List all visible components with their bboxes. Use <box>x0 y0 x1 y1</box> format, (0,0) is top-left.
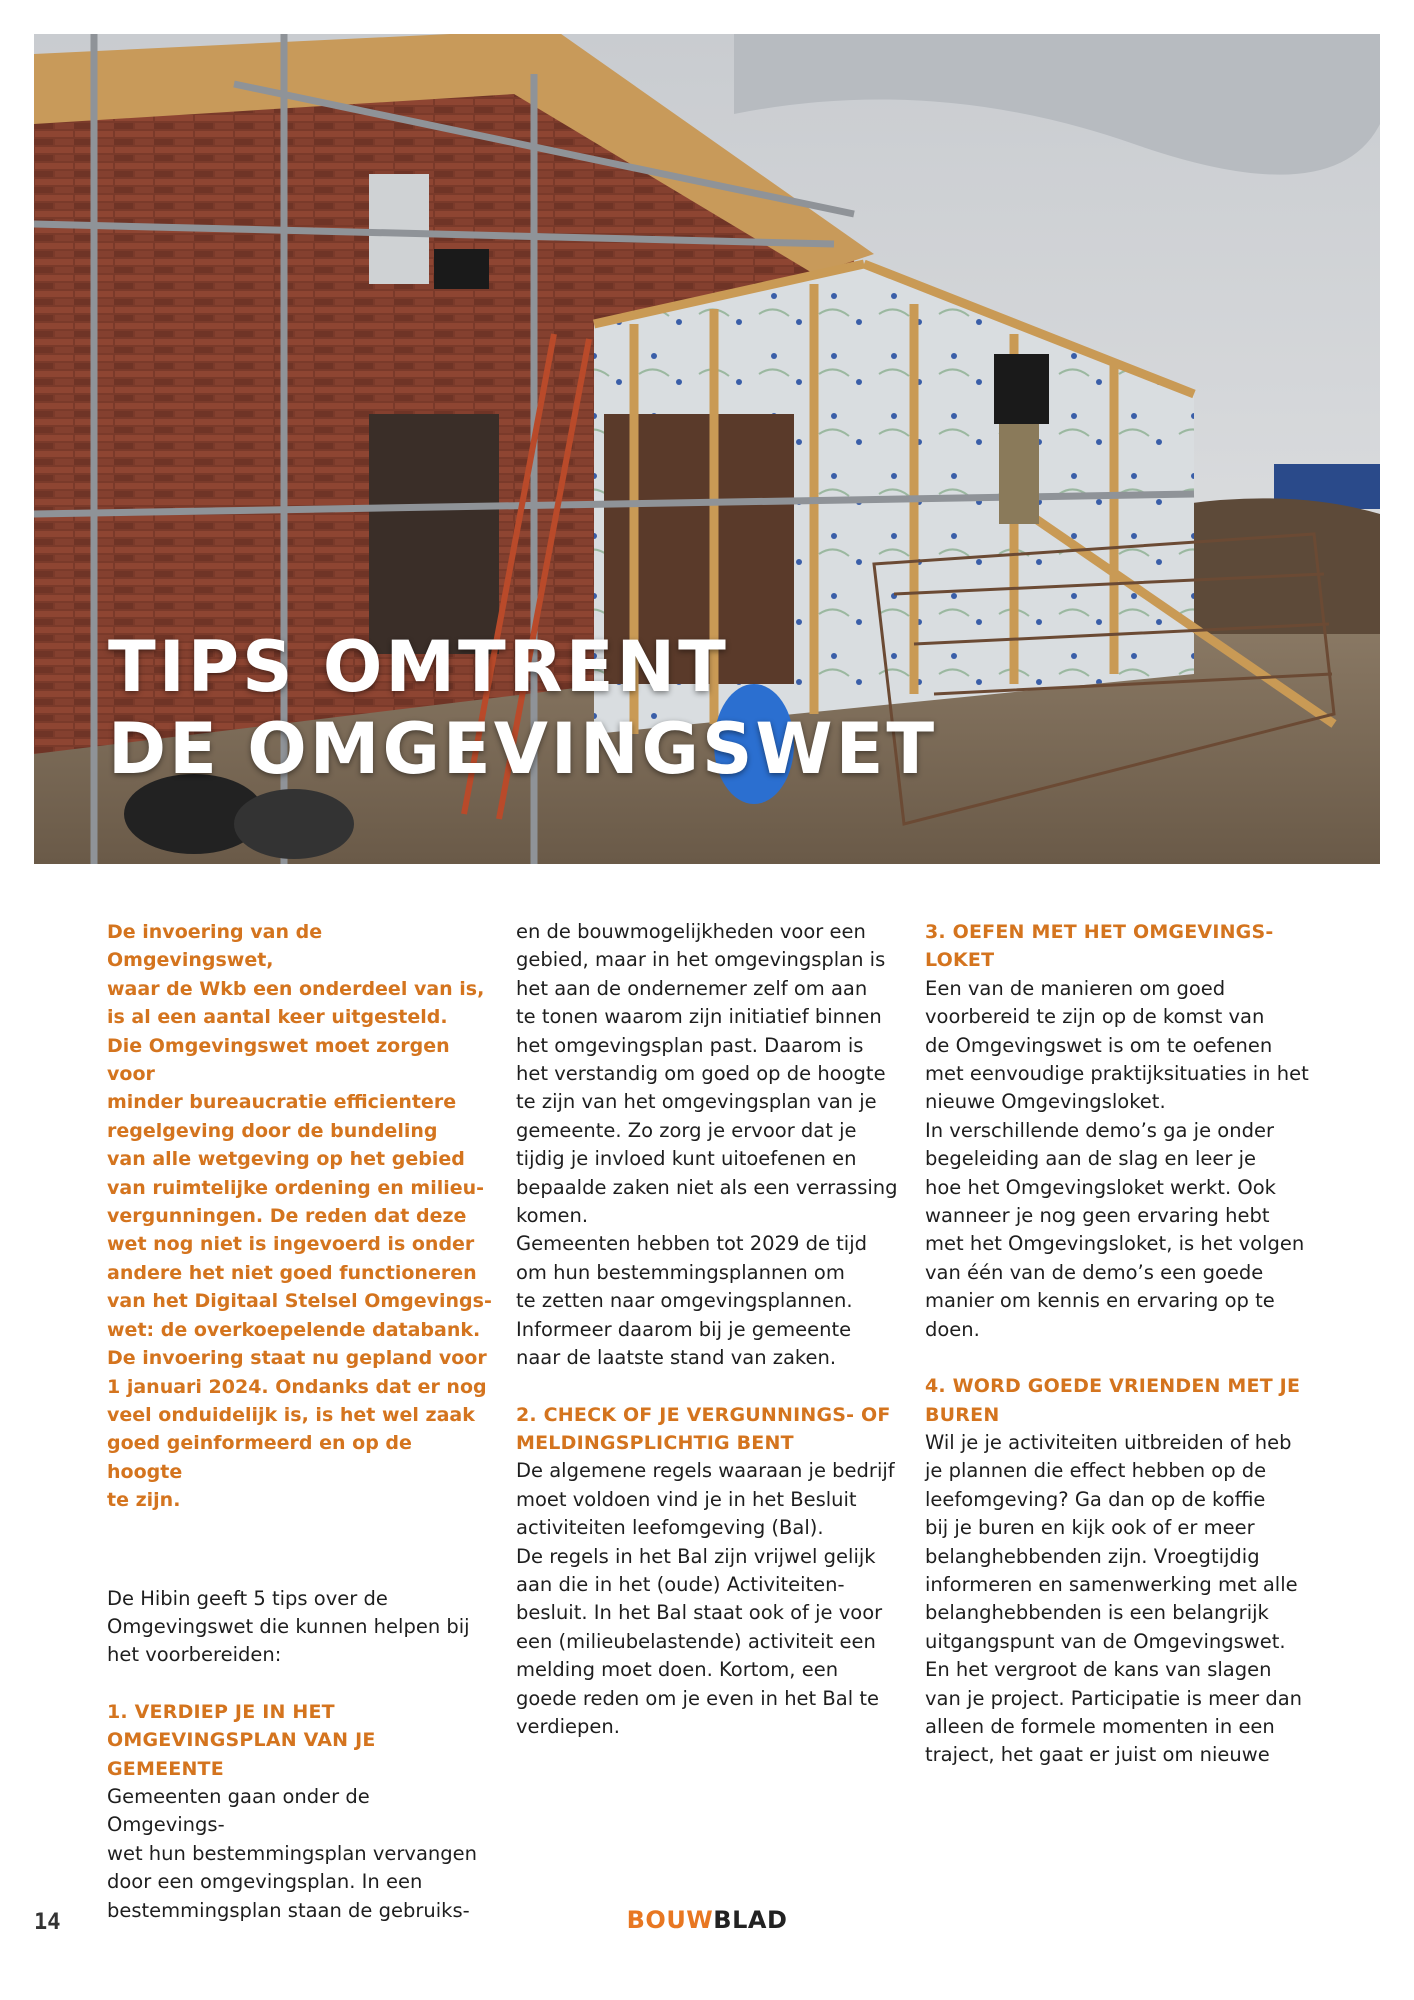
tip-2-body <box>516 1457 901 1741</box>
tips-intro-paragraph <box>107 1585 492 1670</box>
tip-2-line: aan die in het (oude) Activiteiten- <box>516 1572 845 1596</box>
tip-4-line: Wil je je activiteiten uitbreiden of heb <box>925 1430 1292 1454</box>
tip-3-line: manier om kennis en ervaring op te <box>925 1289 1275 1313</box>
tip-3-line: In verschillende demo’s ga je onder <box>925 1118 1274 1142</box>
tip-3-line: nieuwe Omgevingsloket. <box>925 1090 1166 1114</box>
title-line-2: DE OMGEVINGSWET <box>108 708 938 790</box>
intro-line: De invoering van de Omgevingswet, <box>107 921 323 972</box>
tip-1-line: door een omgevingsplan. In een <box>107 1870 423 1894</box>
tip-4-line: belanghebbenden zijn. Vroegtijdig <box>925 1544 1260 1568</box>
tip-2-heading-line: MELDINGSPLICHTIG BENT <box>516 1431 794 1454</box>
tip-3-heading <box>925 918 1310 975</box>
intro-line: van het Digitaal Stelsel Omgevings- <box>107 1290 492 1313</box>
tip-2-line: De algemene regels waaraan je bedrijf <box>516 1459 895 1483</box>
tip-3-line: doen. <box>925 1317 980 1341</box>
tip-1-heading <box>107 1698 492 1783</box>
tip-2-heading-line: 2. CHECK OF JE VERGUNNINGS- OF <box>516 1403 891 1426</box>
hero-photo <box>34 34 1380 864</box>
tip-1-line: en de bouwmogelijkheden voor een <box>516 920 866 943</box>
intro-line: vergunningen. De reden dat deze <box>107 1205 467 1228</box>
tip-3-line: van één van de demo’s een goede <box>925 1260 1264 1284</box>
column-3 <box>925 918 1310 1770</box>
logo-part-2: BLAD <box>713 1906 788 1934</box>
tip-1-line: het omgevingsplan past. Daarom is <box>516 1033 864 1057</box>
tip-4-line: informeren en samenwerking met alle <box>925 1572 1298 1596</box>
tip-1-line: het aan de ondernemer zelf om aan <box>516 976 868 1000</box>
tip-1-line: te tonen waarom zijn initiatief binnen <box>516 1005 882 1029</box>
tip-3-line: met het Omgevingsloket, is het volgen <box>925 1232 1305 1256</box>
intro-paragraph <box>107 918 492 1515</box>
tips-intro-line: De Hibin geeft 5 tips over de <box>107 1586 388 1610</box>
tip-4-line: van je project. Participatie is meer dan <box>925 1686 1303 1710</box>
intro-line: Die Omgevingswet moet zorgen voor <box>107 1034 450 1086</box>
page-number: 14 <box>34 1910 61 1935</box>
tip-1-line: komen. <box>516 1204 589 1228</box>
tip-4-line: En het vergroot de kans van slagen <box>925 1658 1272 1682</box>
tip-2-line: een (milieubelastende) activiteit een <box>516 1629 876 1653</box>
tip-1-body <box>107 1783 492 1925</box>
tip-2-line: moet voldoen vind je in het Besluit <box>516 1487 857 1511</box>
intro-line: is al een aantal keer uitgesteld. <box>107 1006 448 1029</box>
tip-1-line: om hun bestemmingsplannen om <box>516 1260 845 1284</box>
tip-1-line: gebied, maar in het omgevingsplan is <box>516 948 886 972</box>
intro-line: goed geinformeerd en op de hoogte <box>107 1432 412 1483</box>
intro-line: minder bureaucratie efficientere <box>107 1091 457 1114</box>
tip-3-heading-line: 3. OEFEN MET HET OMGEVINGS- <box>925 921 1274 943</box>
tip-3-heading-line: LOKET <box>925 949 995 972</box>
intro-line: 1 januari 2024. Ondanks dat er nog <box>107 1375 487 1398</box>
tip-3-body <box>925 975 1310 1344</box>
tip-1-body-continued <box>516 918 901 1373</box>
intro-line: waar de Wkb een onderdeel van is, <box>107 977 485 1000</box>
tip-1-line: bestemmingsplan staan de gebruiks- <box>107 1898 470 1922</box>
tip-1-line: Informeer daarom bij je gemeente <box>516 1317 852 1341</box>
tip-1-line: gemeente. Zo zorg je ervoor dat je <box>516 1118 857 1142</box>
intro-line: De invoering staat nu gepland voor <box>107 1347 487 1370</box>
tip-1-heading-line: OMGEVINGSPLAN VAN JE GEMEENTE <box>107 1729 376 1780</box>
tip-4-line: alleen de formele momenten in een <box>925 1714 1275 1738</box>
tip-4-line: traject, het gaat er juist om nieuwe <box>925 1743 1270 1767</box>
page-title <box>108 626 937 790</box>
column-1 <box>107 918 492 1925</box>
intro-line: veel onduidelijk is, is het wel zaak <box>107 1403 475 1426</box>
tip-4-heading-line: BUREN <box>925 1403 1000 1426</box>
tips-intro-line: het voorbereiden: <box>107 1643 282 1667</box>
tips-intro-line: Omgevingswet die kunnen helpen bij <box>107 1614 470 1638</box>
intro-line: regelgeving door de bundeling <box>107 1119 438 1142</box>
tip-1-line: te zijn van het omgevingsplan van je <box>516 1090 877 1114</box>
tip-3-line: hoe het Omgevingsloket werkt. Ook <box>925 1175 1276 1199</box>
tip-4-body <box>925 1429 1310 1770</box>
tip-2-line: besluit. In het Bal staat ook of je voor <box>516 1601 883 1625</box>
intro-line: te zijn. <box>107 1489 181 1512</box>
column-2 <box>516 918 901 1741</box>
tip-1-line: tijdig je invloed kunt uitoefenen en <box>516 1147 857 1171</box>
tip-2-line: goede reden om je even in het Bal te <box>516 1686 879 1710</box>
tip-2-line: activiteiten leefomgeving (Bal). <box>516 1516 824 1540</box>
title-line-1: TIPS OMTRENT <box>108 626 729 708</box>
tip-4-heading-line: 4. WORD GOEDE VRIENDEN MET JE <box>925 1375 1301 1398</box>
tip-3-line: Een van de manieren om goed <box>925 976 1226 1000</box>
tip-3-line: met eenvoudige praktijksituaties in het <box>925 1062 1309 1086</box>
tip-4-line: bij je buren en kijk ook of er meer <box>925 1516 1255 1540</box>
logo-part-1: BOUW <box>626 1906 714 1934</box>
bouwblad-logo <box>0 1906 1414 1934</box>
tip-1-line: bepaalde zaken niet als een verrassing <box>516 1175 898 1199</box>
tip-4-line: leefomgeving? Ga dan op de koffie <box>925 1487 1266 1511</box>
tip-3-line: wanneer je nog geen ervaring hebt <box>925 1204 1270 1228</box>
tip-4-line: je plannen die effect hebben op de <box>925 1459 1267 1483</box>
tip-1-line: naar de laatste stand van zaken. <box>516 1346 837 1370</box>
tip-1-heading-line: 1. VERDIEP JE IN HET <box>107 1700 335 1723</box>
tip-4-line: belanghebbenden is een belangrijk <box>925 1601 1269 1625</box>
right-edge-strip <box>1380 576 1414 866</box>
tip-3-line: begeleiding aan de slag en leer je <box>925 1147 1257 1171</box>
intro-line: wet: de overkoepelende databank. <box>107 1318 481 1341</box>
tip-4-line: uitgangspunt van de Omgevingswet. <box>925 1629 1286 1653</box>
tip-2-line: De regels in het Bal zijn vrijwel gelijk <box>516 1544 876 1568</box>
tip-2-heading <box>516 1401 901 1458</box>
intro-line: van ruimtelijke ordening en milieu- <box>107 1176 485 1199</box>
tip-2-line: verdiepen. <box>516 1714 620 1738</box>
intro-line: andere het niet goed functioneren <box>107 1261 477 1284</box>
tip-1-line: wet hun bestemmingsplan vervangen <box>107 1841 477 1865</box>
intro-line: wet nog niet is ingevoerd is onder <box>107 1233 475 1256</box>
tip-1-line: Gemeenten gaan onder de Omgevings- <box>107 1784 370 1837</box>
tip-1-line: te zetten naar omgevingsplannen. <box>516 1289 853 1313</box>
tip-4-heading <box>925 1372 1310 1429</box>
tip-3-line: de Omgevingswet is om te oefenen <box>925 1033 1273 1057</box>
tip-2-line: melding moet doen. Kortom, een <box>516 1658 839 1682</box>
tip-1-line: het verstandig om goed op de hoogte <box>516 1062 886 1086</box>
tip-1-line: Gemeenten hebben tot 2029 de tijd <box>516 1232 867 1256</box>
tip-3-line: voorbereid te zijn op de komst van <box>925 1005 1265 1029</box>
intro-line: van alle wetgeving op het gebied <box>107 1148 465 1171</box>
